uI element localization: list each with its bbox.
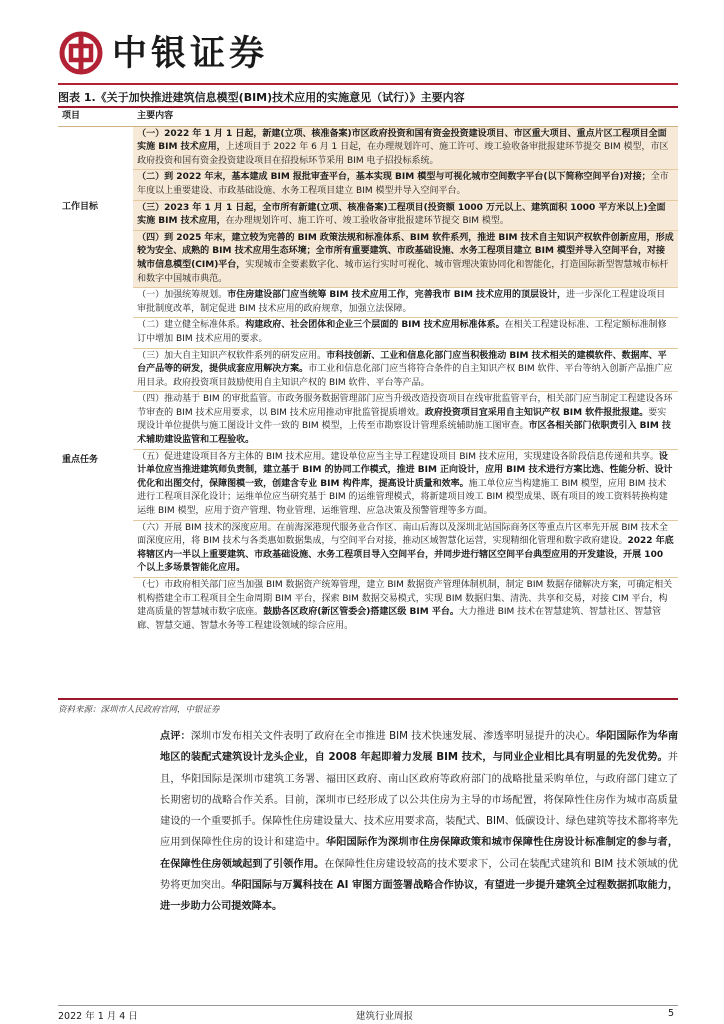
task-paragraph xyxy=(133,578,678,634)
commentary-paragraph xyxy=(160,726,678,918)
task-paragraph xyxy=(133,392,678,449)
task-text: （四）推动基于 BIM 的审批监管。市政务服务数据管理部门应当升级改造投资项目在线审批监管平台，相关部门应当制定工程建设各环节审查的 BIM 技术应用要求，以 BIM 技术应用推动审批监管提质增效。 xyxy=(137,394,673,418)
task-bold-text: 市区各相关部门依职责引入 BIM 技术辅助建设监管和工程验收。 xyxy=(137,421,671,446)
task-text: 在前海深港现代服务业合作区、南山后海以及深圳北站国际商务区等重点片区率先开展 BIM 技术全面深度应用，将 BIM 技术与各类惠如数据集成，与空间平台对接，推动区域智慧化运营，实现精细化管理和数字政府建设。 xyxy=(137,522,668,547)
comment-text: 深圳市发布相关文件表明了政府在全市推进 BIM 技术快速发展、渗透率明显提升的决心。 xyxy=(190,731,596,742)
task-text: 施工单位应当构建施工 BIM 模型，应用 BIM 技术进行工程项目深化设计；运维单位应当研究基于 BIM 的运维管理模式，将新建项目竣工 BIM 模型成果、既有项目的竣工资料转换构建运维 BIM 模型，应用于资产管理、物业管理、运维管理、应急决策及预警管理等多方面。 xyxy=(137,478,668,517)
footer-date: 2022 年 1 月 4 日 xyxy=(58,1011,138,1022)
task-text: （五）促进建设项目各方主体的 BIM 技术应用。 xyxy=(137,451,331,462)
task-text: （一）加强统筹规划。 xyxy=(137,290,228,301)
task-bold-text: 鼓励各区政府(新区管委会)搭建区级 BIM 平台。 xyxy=(263,607,459,618)
comment-bold-text: 华阳国际与万翼科技在 AI 审图方面签署战略合作协议，有望进一步提升建筑全过程数据抓取能力，进一步助力公司提效降本。 xyxy=(160,880,679,913)
column-header-item: 项目 xyxy=(58,108,133,126)
task-text: 建设单位应当主导工程建设项目 BIM 技术应用，实现建设各阶段信息传递和共享。 xyxy=(330,451,659,462)
goal-bold-text: （二）到 2022 年末，基本建成 BIM 报批审查平台，基本实现 BIM 模型与可视化城市空间数字平台(以下简称空间平台)对接； xyxy=(137,172,651,183)
task-text: （三）加大自主知识产权软件系列的研发应用。 xyxy=(137,350,327,361)
task-bold-text: 构建政府、社会团体和企业三个层面的 BIM 技术应用标准体系。 xyxy=(245,320,505,331)
task-paragraph xyxy=(133,521,678,578)
goal-paragraph xyxy=(133,170,678,200)
table-header-row xyxy=(58,108,678,126)
footer-report-title: 建筑行业周报 xyxy=(356,1011,414,1022)
goal-text: 全市年度以上重要建设、市政基础设施、水务工程项目建立 BIM 模型并导入空间平台。 xyxy=(137,172,669,196)
column-header-content: 主要内容 xyxy=(133,108,678,126)
goal-bold-text: （四）到 2025 年末，建立较为完善的 BIM 政策法规和标准体系、BIM 软件系列，推进 BIM 技术自主知识产权软件创新应用，形成较为安全、成熟的 BIM 技术应用生态环境；全市所有重要建筑、市政基础设施、水务工程项目建立 BIM 模型并导入空间平台，对接城市信息模型(CIM)平台， xyxy=(137,232,674,270)
table-row-tasks xyxy=(58,288,678,634)
task-text: 进一步深化工程建设项目审批制度改革，制定促进 BIM 技术应用的政府规章，加强立法保障。 xyxy=(137,290,666,314)
comment-bold-text: 华阳国际作为华南地区的装配式建筑设计龙头企业，自 2008 年起即着力发展 BIM 技术，与同业企业相比具有明显的先发优势。 xyxy=(160,731,679,764)
task-bold-text: 政府投资项目宜采用自主知识产权 BIM 软件报批报建。 xyxy=(424,407,649,418)
bim-policy-table xyxy=(58,108,678,634)
goal-text: 在办理规划许可、施工许可、竣工验收备审批报建环节提交 BIM 模型。 xyxy=(225,216,509,227)
task-text: （二）建立健全标准体系。 xyxy=(137,320,246,331)
report-header xyxy=(58,30,678,78)
task-text: 要实现设计单位提供与施工图设计文件一致的 BIM 模型，上传至市勘察设计管理系统辅助施工图审查。 xyxy=(137,407,667,432)
goal-text: 上述项目于 2022 年 6 月 1 日起，在办理规划许可、施工许可、竣工验收备审批报建环节提交 BIM 模型，市区政府投资和国有资金投资建设项目在招投标环节采用 BIM 电子招投标系统。 xyxy=(137,142,669,166)
goal-bold-text: （一）2022 年 1 月 1 日起，新建(立项、核准备案)市区政府投资和国有资金投资建设项目、市区重大项目、重点片区工程项目全面实施 BIM 技术应用， xyxy=(137,128,667,153)
row-label-tasks: 重点任务 xyxy=(62,455,99,466)
table-bottom-rule xyxy=(58,698,678,700)
table-row-goals xyxy=(58,126,678,288)
task-bold-text: 市住房建设部门应当统筹 BIM 技术应用工作，完善我市 BIM 技术应用的顶层设计， xyxy=(227,290,567,301)
task-text: （六）开展 BIM 技术的深度应用。 xyxy=(137,522,277,533)
task-text: （七）市政府相关部门应当加强 BIM 数据资产统筹管理，建立 BIM 数据资产管理体制机制，制定 BIM 数据存储解决方案，可确定相关机构搭建全市工程项目全生命周期 BIM 平台，探索 BIM 数据交易模式，实现 BIM 数据归集、清洗、共享和交易，对接 CIM 平台，构建高质量的智慧城市数字底座。 xyxy=(137,580,673,618)
goal-bold-text: （三）2023 年 1 月 1 日起，全市所有新建(立项、核准备案)工程项目(投资额 1000 万元以上、建筑面积 1000 平方米以上)全面实施 BIM 技术应用， xyxy=(137,202,666,227)
task-paragraph xyxy=(133,349,678,393)
comment-lead: 点评： xyxy=(160,731,191,742)
source-note: 资料来源：深圳市人民政府官网，中银证券 xyxy=(58,705,220,715)
goal-text: 实现城市全要素数字化、城市运行实时可视化、城市管理决策协同化和智能化，打造国际新型智慧城市标杆和数字中国城市典范。 xyxy=(137,259,669,284)
comment-text: 并且，华阳国际是深圳市建筑工务署、福田区政府、南山区政府等政府部门的战略批量采购单位，与政府部门建立了长期密切的战略合作关系。目前，深圳市已经形成了以公共住房为主导的市场配置，将保障性住房作为城市高质量建设的一个重要抓手。保障性住房建设量大、技术应用要求高，装配式、BIM、低碳设计、绿色建筑等技术都将率先应用到保障性住房的设计和建造中。 xyxy=(160,752,678,849)
task-text: 在相关工程建设标准、工程定额标准制修订中增加 BIM 技术应用的要求。 xyxy=(137,320,667,344)
figure-title: 图表 1.《关于加快推进建筑信息模型(BIM)技术应用的实施意见（试行）》主要内容 xyxy=(58,91,465,104)
goals-content xyxy=(133,126,678,288)
comment-text: 在保障性住房建设较高的技术要求下，公司在装配式建筑和 BIM 技术领域的优势将更加突出。 xyxy=(160,858,678,892)
task-paragraph xyxy=(133,318,678,348)
task-bold-text: 市科技创新、工业和信息化部门应当积极推动 BIM 技术相关的建模软件、数据库、平台产品等的研发，提供成套应用解决方案。 xyxy=(137,350,667,375)
task-bold-text: 设计单位应当推进建筑师负责制，建立基于 BIM 的协同工作模式，推进 BIM 正向设计，应用 BIM 技术进行方案比选、性能分析、设计优化和出图交付，保障图模一致，创建含专业 BIM 构件库，提高设计质量和效率。 xyxy=(137,451,673,489)
brand-name: 中银证券 xyxy=(112,34,269,74)
task-text: 市工业和信息化部门应当将符合条件的自主知识产权 BIM 软件、平台等纳入创新产品推广应用目录。政府投资项目鼓励使用自主知识产权的 BIM 软件、平台等产品。 xyxy=(137,364,673,388)
row-label-goals: 工作目标 xyxy=(58,126,133,288)
goal-paragraph xyxy=(133,231,678,288)
task-paragraph xyxy=(133,288,678,318)
tasks-content xyxy=(133,288,678,634)
goal-paragraph xyxy=(133,201,678,231)
footer-divider xyxy=(58,1005,678,1006)
header-divider xyxy=(58,83,678,85)
page-number: 5 xyxy=(668,1008,675,1019)
comment-bold-text: 华阳国际作为深圳市住房保障政策和城市保障性住房设计标准制定的参与者，在保障性住房领域起到了引领作用。 xyxy=(160,837,679,870)
goal-paragraph xyxy=(133,127,678,171)
bank-of-china-logo-icon xyxy=(58,30,104,76)
task-bold-text: 2022 年底将辖区内一半以上重要建筑、市政基础设施、水务工程项目导入空间平台，并同步进行辖区空间平台典型应用的开发建设，开展 100 个以上多场景智能化应用。 xyxy=(137,536,674,574)
task-paragraph xyxy=(133,450,678,521)
task-text: 大力推进 BIM 技术在智慧建筑、智慧社区、智慧管廊、智慧交通、智慧水务等工程建设领域的综合应用。 xyxy=(137,607,662,631)
